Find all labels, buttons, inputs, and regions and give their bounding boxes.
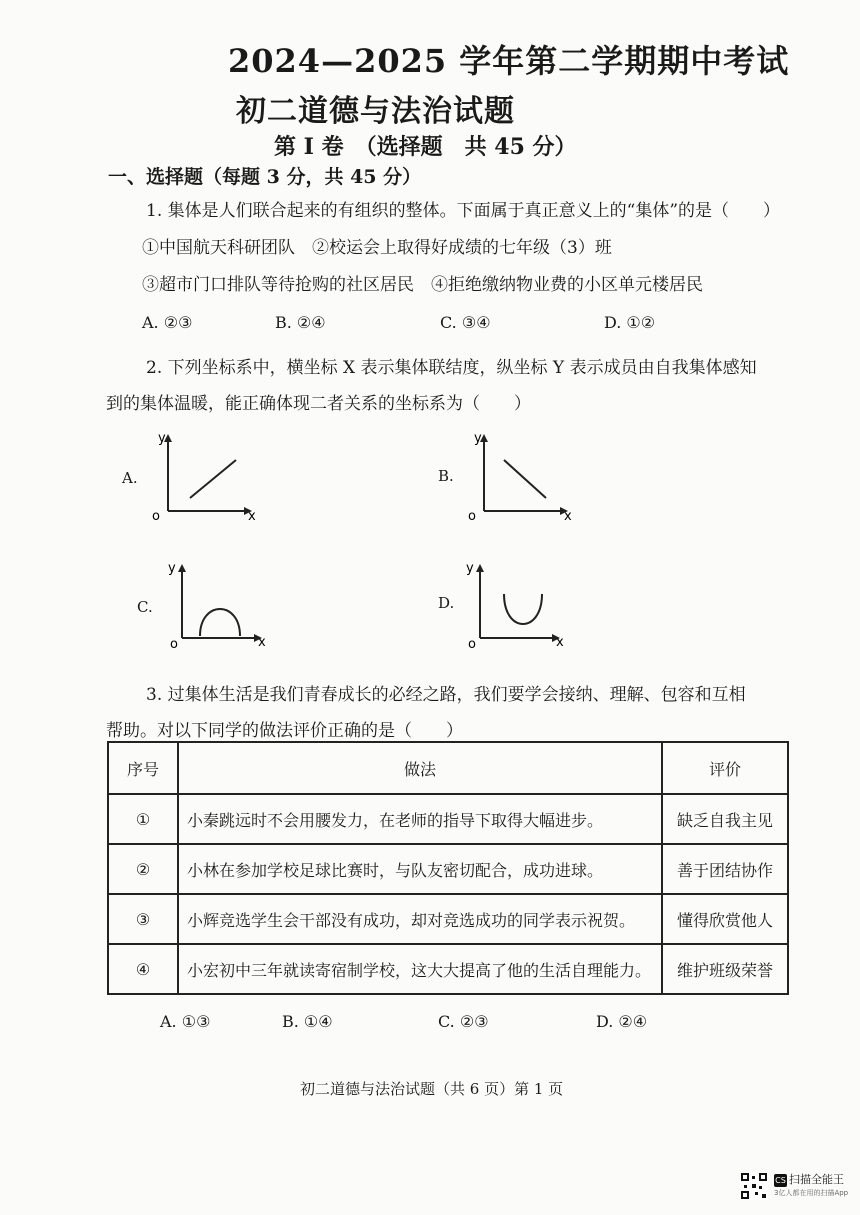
graph-d-o: o (468, 637, 476, 650)
graph-c[interactable] (160, 558, 272, 650)
table-row (108, 944, 788, 994)
scanner-watermark (740, 1172, 848, 1200)
q1-option-d[interactable]: D. ①② (604, 313, 656, 332)
q3-stem-line1: 3. 过集体生活是我们青春成长的必经之路，我们要学会接纳、理解、包容和互相 (146, 685, 746, 705)
graph-a-label[interactable]: A. (122, 469, 138, 487)
graph-a-curve (190, 460, 236, 498)
graph-b-label[interactable]: B. (438, 467, 454, 485)
qr-code-icon (740, 1172, 768, 1200)
graph-a-x: x (248, 509, 256, 523)
row-no: ③ (108, 894, 178, 944)
header-action: 做法 (178, 742, 662, 794)
header-no: 序号 (108, 742, 178, 794)
q2-stem-line2: 到的集体温暖，能正确体现二者关系的坐标系为（ ） (106, 394, 531, 414)
exam-subtitle: 初二道德与法治试题 (236, 94, 515, 129)
exam-title: 2024—2025 学年第二学期期中考试 (228, 42, 790, 80)
graph-d-y: y (466, 561, 474, 576)
graph-c-label[interactable]: C. (137, 598, 153, 616)
row-evaluation: 善于团结协作 (662, 844, 788, 894)
graph-c-y: y (168, 561, 176, 576)
graph-c-curve (200, 609, 240, 636)
row-evaluation: 缺乏自我主见 (662, 794, 788, 844)
row-action: 小林在参加学校足球比赛时，与队友密切配合，成功进球。 (178, 844, 662, 894)
row-action: 小宏初中三年就读寄宿制学校，这大大提高了他的生活自理能力。 (178, 944, 662, 994)
table-row (108, 894, 788, 944)
q2-stem-line1: 2. 下列坐标系中，横坐标 X 表示集体联结度，纵坐标 Y 表示成员由自我集体感知 (146, 358, 757, 378)
section-heading: 一、选择题（每题 3 分，共 45 分） (108, 166, 422, 188)
q3-table (107, 741, 789, 995)
row-no: ② (108, 844, 178, 894)
header-evaluation: 评价 (662, 742, 788, 794)
graph-b-x: x (564, 509, 572, 523)
graph-b-y: y (474, 431, 482, 446)
graph-c-o: o (170, 637, 178, 650)
q3-option-c[interactable]: C. ②③ (438, 1012, 489, 1031)
q1-option-b[interactable]: B. ②④ (275, 313, 326, 332)
q1-option-c[interactable]: C. ③④ (440, 313, 491, 332)
table-header-row (108, 742, 788, 794)
q3-option-d[interactable]: D. ②④ (596, 1012, 648, 1031)
q1-stem: 1. 集体是人们联合起来的有组织的整体。下面属于真正意义上的“集体”的是（ ） (146, 201, 781, 221)
page-footer: 初二道德与法治试题（共 6 页）第 1 页 (300, 1080, 564, 1098)
table-row (108, 844, 788, 894)
row-no: ① (108, 794, 178, 844)
q3-option-b[interactable]: B. ①④ (282, 1012, 333, 1031)
table-row (108, 794, 788, 844)
volume-heading: 第 I 卷 （选择题 共 45 分） (274, 134, 577, 160)
graph-a[interactable] (150, 428, 260, 523)
row-action: 小辉竞选学生会干部没有成功，却对竞选成功的同学表示祝贺。 (178, 894, 662, 944)
row-evaluation: 懂得欣赏他人 (662, 894, 788, 944)
graph-b-curve (504, 460, 546, 498)
graph-d[interactable] (458, 558, 570, 650)
q3-option-a[interactable]: A. ①③ (160, 1012, 211, 1031)
q3-stem-line2: 帮助。对以下同学的做法评价正确的是（ ） (106, 721, 463, 741)
graph-a-y: y (158, 431, 166, 446)
q1-items-line2: ③超市门口排队等待抢购的社区居民 ④拒绝缴纳物业费的小区单元楼居民 (142, 275, 703, 295)
row-no: ④ (108, 944, 178, 994)
graph-d-x: x (556, 635, 564, 650)
scanner-brand: 扫描全能王 (789, 1172, 844, 1186)
graph-d-label[interactable]: D. (438, 594, 455, 612)
camscanner-logo-icon: CS (775, 1175, 786, 1185)
graph-c-x: x (258, 635, 266, 650)
row-action: 小秦跳远时不会用腰发力，在老师的指导下取得大幅进步。 (178, 794, 662, 844)
q1-items-line1: ①中国航天科研团队 ②校运会上取得好成绩的七年级（3）班 (142, 238, 612, 258)
q1-option-a[interactable]: A. ②③ (142, 313, 193, 332)
graph-b[interactable] (466, 428, 576, 523)
row-evaluation: 维护班级荣誉 (662, 944, 788, 994)
scanner-tagline: 3亿人都在用的扫描App (774, 1188, 849, 1197)
graph-d-curve (504, 594, 542, 624)
graph-b-o: o (468, 509, 476, 523)
graph-a-o: o (152, 509, 160, 523)
